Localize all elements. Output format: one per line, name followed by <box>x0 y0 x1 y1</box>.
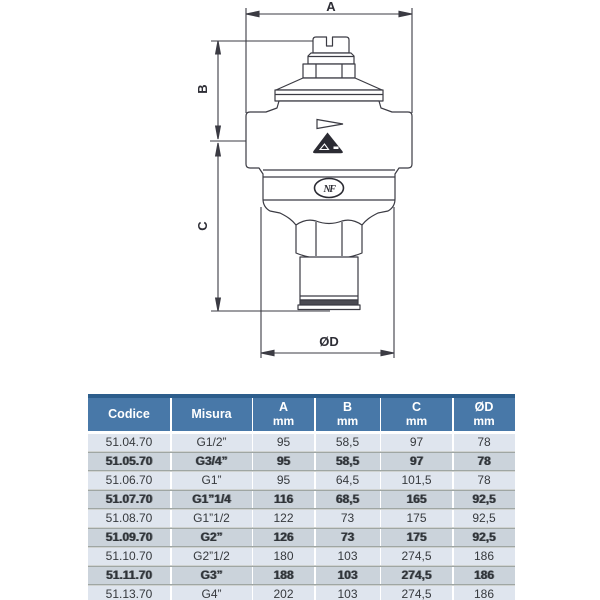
cell-misura: G1”1/4 <box>172 491 252 508</box>
valve-hex-nut <box>303 64 355 78</box>
cell-d: 186 <box>454 567 515 584</box>
cell-codice: 51.07.70 <box>88 491 170 508</box>
cell-misura: G1”1/2 <box>172 510 252 527</box>
cell-d: 186 <box>454 548 515 565</box>
cell-b: 73 <box>316 529 380 546</box>
dim-label-c: C <box>195 221 210 231</box>
header-b-unit: mm <box>336 413 359 428</box>
header-misura <box>172 398 252 431</box>
header-a-unit: mm <box>272 413 295 428</box>
header-b <box>316 398 380 431</box>
cell-b: 64,5 <box>316 472 380 489</box>
valve-cap <box>313 37 349 53</box>
cell-codice: 51.05.70 <box>88 453 170 470</box>
cell-codice: 51.08.70 <box>88 510 170 527</box>
header-misura-label: Misura <box>191 407 232 422</box>
cell-a: 202 <box>253 586 314 600</box>
table-rows <box>88 434 515 600</box>
header-a <box>253 398 314 431</box>
header-d <box>454 398 515 431</box>
header-a-label: A <box>278 400 289 415</box>
nf-oval-logo-icon <box>315 179 344 198</box>
cell-c: 97 <box>381 453 452 470</box>
table-row <box>88 453 515 470</box>
dim-label-d: ØD <box>319 334 339 349</box>
cell-misura: G4” <box>172 586 252 600</box>
cell-misura: G2”1/2 <box>172 548 252 565</box>
cell-misura: G2” <box>172 529 252 546</box>
cell-a: 126 <box>253 529 314 546</box>
dim-label-a: A <box>326 0 336 14</box>
table-row <box>88 434 515 451</box>
table-row <box>88 586 515 600</box>
cell-b: 103 <box>316 548 380 565</box>
valve-body <box>246 37 412 310</box>
cell-a: 95 <box>253 434 314 451</box>
header-d-unit: mm <box>473 413 495 428</box>
table-row <box>88 491 515 508</box>
cell-misura: G1” <box>172 472 252 489</box>
cell-misura: G3” <box>172 567 252 584</box>
valve-outlet <box>300 257 358 300</box>
table-row <box>88 472 515 489</box>
cell-codice: 51.11.70 <box>88 567 170 584</box>
cell-b: 73 <box>316 510 380 527</box>
header-codice-label: Codice <box>108 407 150 422</box>
header-codice <box>88 398 170 431</box>
cell-d: 186 <box>454 586 515 600</box>
cell-b: 103 <box>316 586 380 600</box>
valve-lower-hex <box>296 220 362 258</box>
cell-codice: 51.10.70 <box>88 548 170 565</box>
cell-d: 92,5 <box>454 529 515 546</box>
dimensions-table <box>88 394 515 600</box>
cell-misura: G3/4” <box>172 453 252 470</box>
table-top-strip <box>88 394 515 398</box>
cell-a: 122 <box>253 510 314 527</box>
cell-a: 95 <box>253 453 314 470</box>
cell-d: 78 <box>454 434 515 451</box>
table-row <box>88 529 515 546</box>
header-b-label: B <box>342 400 353 415</box>
nf-logo-text: NF <box>323 184 335 195</box>
cell-c: 97 <box>381 434 452 451</box>
cell-b: 58,5 <box>316 434 380 451</box>
cell-codice: 51.13.70 <box>88 586 170 600</box>
cell-codice: 51.04.70 <box>88 434 170 451</box>
cell-b: 68,5 <box>316 491 380 508</box>
cell-c: 175 <box>381 529 452 546</box>
cell-codice: 51.06.70 <box>88 472 170 489</box>
cell-d: 78 <box>454 472 515 489</box>
cell-a: 116 <box>253 491 314 508</box>
cell-d: 78 <box>454 453 515 470</box>
cell-misura: G1/2” <box>172 434 252 451</box>
dim-label-b: B <box>195 84 210 94</box>
valve-bonnet <box>276 78 382 90</box>
table-row <box>88 548 515 565</box>
cell-c: 101,5 <box>381 472 452 489</box>
table-header-row <box>88 398 515 431</box>
header-d-label: ØD <box>474 400 494 415</box>
header-c <box>381 398 452 431</box>
valve-main-body <box>246 101 412 225</box>
cell-a: 188 <box>253 567 314 584</box>
cell-codice: 51.09.70 <box>88 529 170 546</box>
table-row <box>88 510 515 527</box>
cell-a: 180 <box>253 548 314 565</box>
header-c-label: C <box>411 400 422 415</box>
cell-c: 165 <box>381 491 452 508</box>
cell-b: 58,5 <box>316 453 380 470</box>
cell-b: 103 <box>316 567 380 584</box>
cell-c: 274,5 <box>381 586 452 600</box>
table-row <box>88 567 515 584</box>
cell-a: 95 <box>253 472 314 489</box>
header-c-unit: mm <box>405 413 428 428</box>
cell-d: 92,5 <box>454 510 515 527</box>
cell-c: 175 <box>381 510 452 527</box>
cell-c: 274,5 <box>381 567 452 584</box>
cell-d: 92,5 <box>454 491 515 508</box>
valve-lock-ring <box>308 53 354 64</box>
cell-c: 274,5 <box>381 548 452 565</box>
